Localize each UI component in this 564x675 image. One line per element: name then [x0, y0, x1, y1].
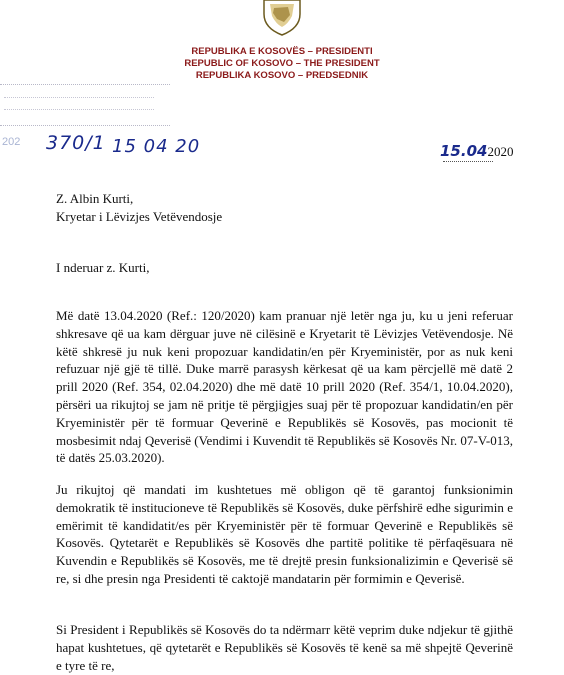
header-line-english: REPUBLIC OF KOSOVO – THE PRESIDENT [184, 58, 380, 69]
recipient-title: Kryetar i Lëvizjes Vetëvendosje [56, 209, 223, 224]
body-paragraph-2: Ju rikujtoj që mandati im kushtetues më obligon që të garantoj funksionimin demokratik të institucioneve të Republikës së Kosovës, duke përfshirë edhe sigurimin e emërimit të kandidatit/es për Kryeministër për të formuar Qeverinë e Republikës së Kosovës. Qytetarët e Republikës së Kosovës dhe partitë politike të përfaqësuara në Kuvendin e Republikës së Kosovës, me të drejtë presin funksionalizimin e Qeverisë së re, si dhe presin nga Presidenti të caktojë mandatarin për formimin e Qeverisë. [56, 482, 513, 586]
body-paragraph-3: Si President i Republikës së Kosovës do ta ndërmarr këtë veprim duke ndjekur të gjithë hapat kushtetues, që qytetarët e Republikës së Kosovës të kenë sa më shpejtë Qeverinë e tyre të re, [56, 622, 513, 673]
stamp-line [4, 109, 154, 110]
date-underline [443, 161, 493, 162]
stamp-line [4, 97, 154, 98]
letter-date [440, 142, 513, 160]
coat-of-arms-emblem [258, 0, 306, 36]
letter-date-year: 2020 [487, 144, 514, 159]
letter-date-handwritten: 15.04 [440, 142, 488, 160]
handwritten-reference: 370/1 [46, 132, 106, 154]
header-line-serbian: REPUBLIKA KOSOVO – PREDSEDNIK [195, 70, 369, 81]
header-line-albanian: REPUBLIKA E KOSOVËS – PRESIDENTI [191, 46, 373, 57]
registry-stamp [0, 84, 170, 126]
salutation: I nderuar z. Kurti, [56, 260, 150, 275]
body-paragraph-1: Më datë 13.04.2020 (Ref.: 120/2020) kam pranuar një letër nga ju, ku u jeni referuar shkresave që ua kam dërguar juve në cilësinë e Kryetarit të Lëvizjes Vetëvendosje. Në këtë shkresë ju nuk keni propozuar kandidatin/en për Kryeministër, por as nuk keni refuzuar një gjë të tillë. Duke marrë parasysh kërkesat që ua kam përcjellë më datë 2 prill 2020 (Ref. 354, 02.04.2020) dhe më datë 10 prill 2020 (Ref. 354/1, 10.04.2020), përsëri ua rikujtoj se jam në pritje të përgjigjes suaj për të propozuar kandidatin/en për Kryeministër për të formuar Qeverinë e Republikës së Kosovës, pas mocionit të mosbesimit ndaj Qeverisë (Vendimi i Kuvendit të Republikës së Kosovës Nr. 07-V-013, të datës 25.03.2020). [56, 308, 513, 466]
handwritten-registry-date: 15 04 20 [112, 136, 201, 157]
registry-stamp-number: 202 [2, 136, 21, 148]
recipient-name: Z. Albin Kurti, [56, 191, 134, 206]
